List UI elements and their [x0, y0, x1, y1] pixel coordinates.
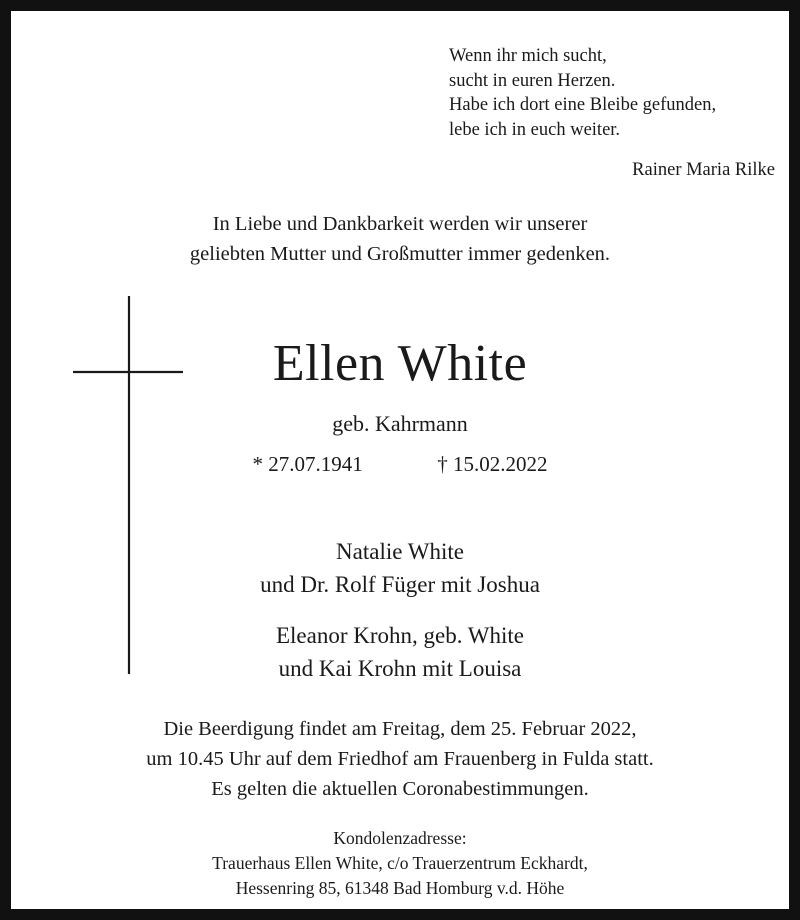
- poem-line-1: Wenn ihr mich sucht,: [449, 46, 607, 66]
- poem-line-3: Habe ich dort eine Bleibe gefunden,: [449, 95, 717, 115]
- obituary-inner: [11, 11, 789, 909]
- condolence-line-1: Trauerhaus Ellen White, c/o Trauerzentrum Eckhardt,: [212, 853, 588, 873]
- poem-block: [449, 44, 779, 183]
- survivor-line-1: Natalie White: [336, 539, 464, 564]
- deceased-dates: [11, 449, 789, 479]
- survivors-block: [11, 535, 789, 685]
- funeral-line-1: Die Beerdigung findet am Freitag, dem 25. Februar 2022,: [163, 718, 637, 740]
- funeral-line-2: um 10.45 Uhr auf dem Friedhof am Frauenberg in Fulda statt.: [146, 748, 654, 770]
- deceased-name: Ellen White: [272, 335, 528, 392]
- condolence-heading: Kondolenzadresse:: [333, 828, 467, 848]
- dedication-block: [11, 209, 789, 269]
- poem-line-2: sucht in euren Herzen.: [449, 70, 616, 91]
- survivor-group: [11, 619, 789, 685]
- survivor-line-1: Eleanor Krohn, geb. White: [275, 623, 525, 648]
- dedication-line-1: In Liebe und Dankbarkeit werden wir unserer: [212, 213, 588, 235]
- dedication-line-2: geliebten Mutter und Großmutter immer gedenken.: [189, 243, 611, 265]
- condolence-line-2: Hessenring 85, 61348 Bad Homburg v.d. Höhe: [235, 878, 565, 898]
- funeral-line-3: Es gelten die aktuellen Coronabestimmungen.: [211, 778, 589, 800]
- condolence-address: [11, 826, 789, 901]
- deceased-maiden-name: geb. Kahrmann: [332, 411, 468, 436]
- poem-line-4: lebe ich in euch weiter.: [449, 119, 621, 140]
- survivor-line-2: und Dr. Rolf Füger mit Joshua: [260, 572, 540, 597]
- poem-author: Rainer Maria Rilke: [632, 160, 775, 180]
- funeral-info: [11, 714, 789, 804]
- birth-date: * 27.07.1941: [252, 452, 363, 476]
- survivor-group: [11, 535, 789, 601]
- survivor-line-2: und Kai Krohn mit Louisa: [278, 656, 522, 681]
- death-date: † 15.02.2022: [437, 452, 548, 476]
